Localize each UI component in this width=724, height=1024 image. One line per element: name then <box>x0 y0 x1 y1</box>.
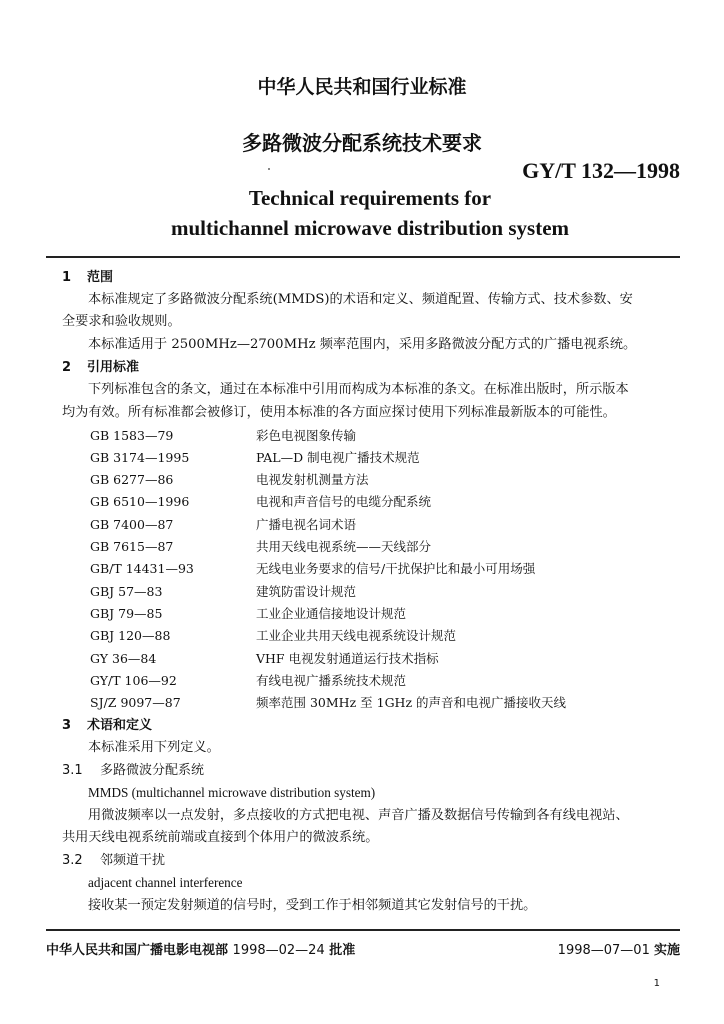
document-title-en-line1: Technical requirements for <box>248 186 492 210</box>
section-1-title: 范围 <box>87 270 114 285</box>
reference-title: 电视发射机测量方法 <box>256 472 369 487</box>
reference-code: SJ/Z 9097—87 <box>90 695 181 710</box>
subsection-3-2-english-term: adjacent channel interference <box>88 875 243 890</box>
reference-code: GB 7615—87 <box>90 539 174 554</box>
section-1-para2: 本标准适用于 2500MHz—2700MHz 频率范围内，采用多路微波分配方式的广播电视系统。 <box>88 337 637 352</box>
header-divider <box>46 256 680 258</box>
section-2-intro-line2: 均为有效。所有标准都会被修订，使用本标准的各方面应探讨使用下列标准最新版本的可能性。 <box>62 405 616 420</box>
reference-code: GB 6510—1996 <box>90 494 190 509</box>
section-2-intro-line1: 下列标准包含的条文，通过在本标准中引用而构成为本标准的条文。在标准出版时，所示版本 <box>88 382 629 397</box>
reference-code: GBJ 57—83 <box>90 584 163 599</box>
reference-code: GB 7400—87 <box>90 517 174 532</box>
industry-standard-heading: 中华人民共和国行业标准 <box>257 76 467 98</box>
reference-title: 建筑防雷设计规范 <box>256 584 357 599</box>
reference-title: 频率范围 30MHz 至 1GHz 的声音和电视广播接收天线 <box>256 695 567 710</box>
reference-title: 共用天线电视系统——天线部分 <box>256 539 432 554</box>
section-3-title: 术语和定义 <box>87 718 153 733</box>
standard-code <box>522 158 680 184</box>
reference-code: GB/T 14431—93 <box>90 561 194 576</box>
subsection-3-1-definition-line2: 共用天线电视系统前端或直接到个体用户的微波系统。 <box>62 830 379 845</box>
document-title-cn: 多路微波分配系统技术要求 <box>242 131 482 155</box>
implementation-statement <box>558 939 680 958</box>
section-1-para1-line1: 本标准规定了多路微波分配系统(MMDS)的术语和定义、频道配置、传输方式、技术参数、安 <box>88 292 633 307</box>
document-title-en-line2: multichannel microwave distribution system <box>170 216 570 240</box>
subsection-3-1-number: 3.1 <box>62 763 83 778</box>
reference-title: 电视和声音信号的电缆分配系统 <box>256 494 432 509</box>
scan-dot <box>268 168 270 170</box>
section-1-para1-line2: 全要求和验收规则。 <box>62 314 181 329</box>
reference-title: 无线电业务要求的信号/干扰保护比和最小可用场强 <box>256 561 536 576</box>
reference-code: GB 1583—79 <box>90 428 174 443</box>
reference-title: 工业企业共用天线电视系统设计规范 <box>256 628 457 643</box>
reference-code: GB 3174—1995 <box>90 450 190 465</box>
subsection-3-2-number: 3.2 <box>62 853 83 868</box>
subsection-3-2-title: 邻频道干扰 <box>100 853 166 868</box>
section-3-intro: 本标准采用下列定义。 <box>88 740 220 755</box>
reference-title: PAL—D 制电视广播技术规范 <box>256 450 420 465</box>
section-1-number: 1 <box>62 270 72 285</box>
reference-code: GY 36—84 <box>90 651 157 666</box>
subsection-3-1-title: 多路微波分配系统 <box>100 763 205 778</box>
section-2-title: 引用标准 <box>87 360 140 375</box>
reference-code: GBJ 120—88 <box>90 628 171 643</box>
reference-code: GBJ 79—85 <box>90 606 163 621</box>
reference-title: VHF 电视发射通道运行技术指标 <box>256 651 439 666</box>
page-number: 1 <box>653 978 660 989</box>
standard-code-text: GY/T 132—1998 <box>522 158 680 183</box>
section-2-number: 2 <box>62 360 72 375</box>
approval-label: 批准 <box>329 943 356 958</box>
reference-title: 广播电视名词术语 <box>256 517 357 532</box>
implementation-date: 1998—07—01 <box>557 943 650 958</box>
approval-statement <box>46 939 355 958</box>
subsection-3-1-english-term: MMDS (multichannel microwave distribution system) <box>88 785 376 800</box>
approval-date: 1998—02—24 <box>232 943 325 958</box>
reference-title: 彩色电视图象传输 <box>256 428 357 443</box>
section-3-number: 3 <box>62 718 72 733</box>
reference-title: 工业企业通信接地设计规范 <box>256 606 407 621</box>
subsection-3-1-definition-line1: 用微波频率以一点发射，多点接收的方式把电视、声音广播及数据信号传输到各有线电视站、 <box>88 808 629 823</box>
reference-code: GB 6277—86 <box>90 472 174 487</box>
approval-org: 中华人民共和国广播电影电视部 <box>46 943 229 958</box>
footer-divider <box>46 929 680 931</box>
reference-code: GY/T 106—92 <box>90 673 177 688</box>
reference-title: 有线电视广播系统技术规范 <box>256 673 407 688</box>
implementation-label: 实施 <box>653 943 680 958</box>
subsection-3-2-definition: 接收某一预定发射频道的信号时，受到工作于相邻频道其它发射信号的干扰。 <box>88 898 537 913</box>
